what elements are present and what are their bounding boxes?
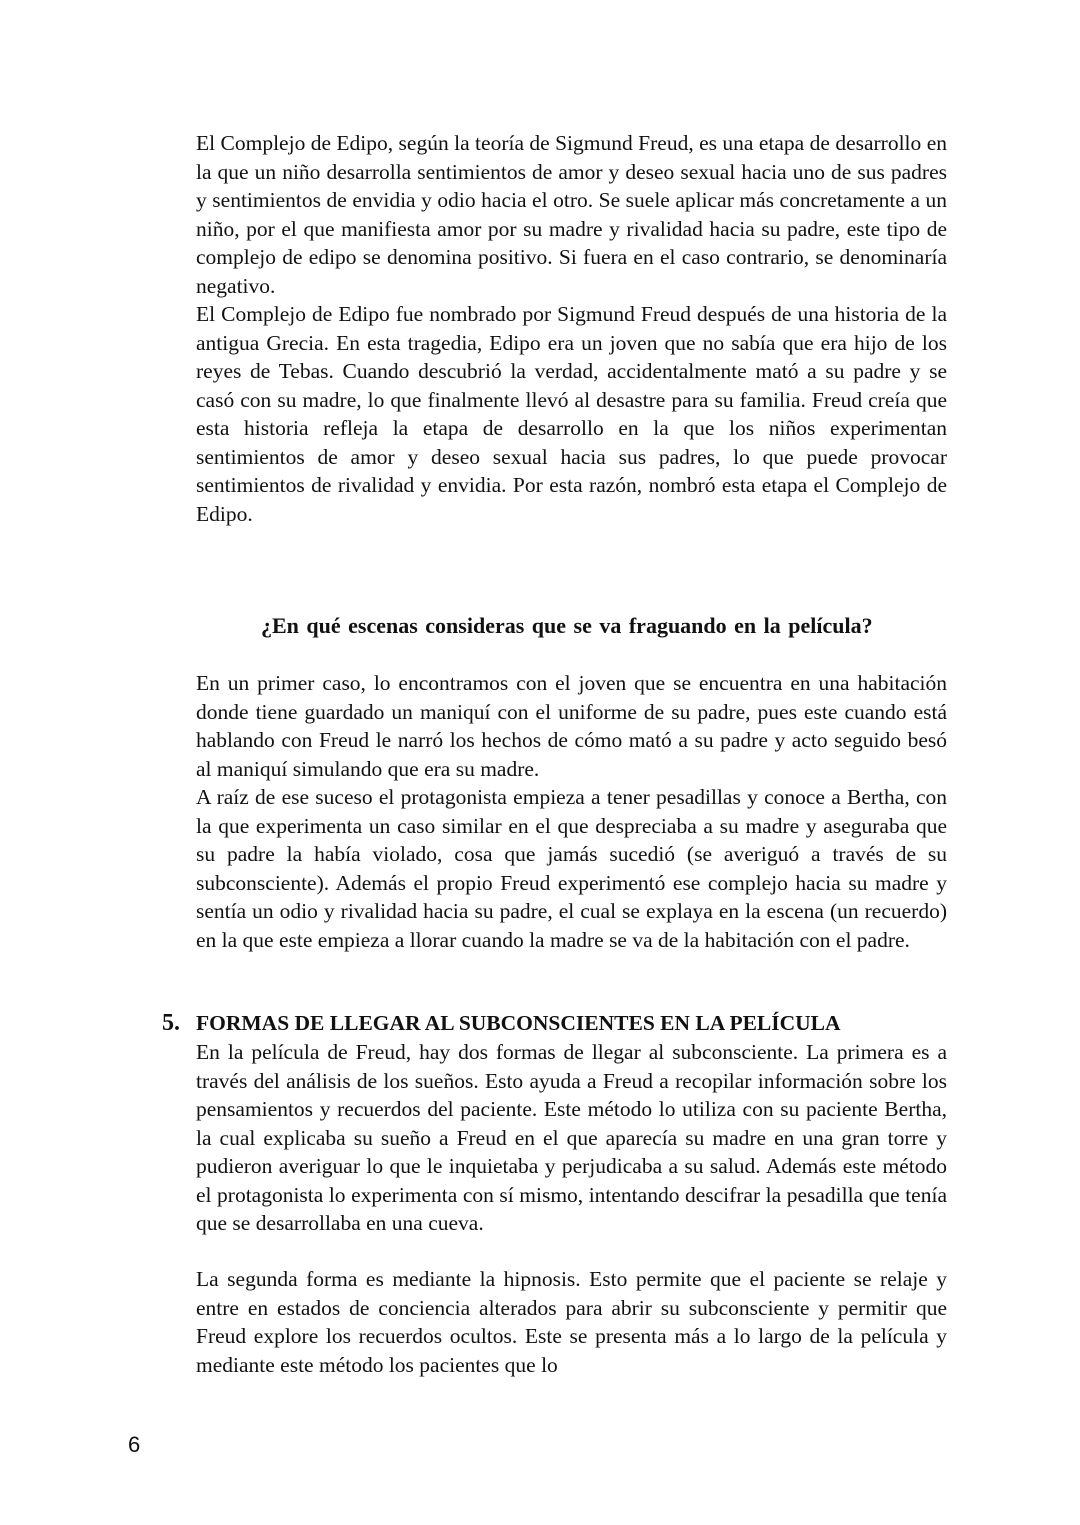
section-heading bbox=[162, 1009, 948, 1038]
paragraph-hipnosis: La segunda forma es mediante la hipnosis. Esto permite que el paciente se relaje y entre en estados de conciencia alterados para abrir su subconsciente y permitir que Freud explore los recuerdos ocultos. Este se presenta más a lo largo de la película y mediante este método los pacientes que lo bbox=[196, 1267, 947, 1377]
paragraph-escena-bertha: A raíz de ese suceso el protagonista empieza a tener pesadillas y conoce a Bertha, con la que experimenta un caso similar en el que despreciaba a su madre y aseguraba que su padre la había violado, cosa que jamás sucedió (se averiguó a través de su subconsciente). Además el propio Freud experimentó ese complejo hacia su madre y sentía un odio y rivalidad hacia su padre, el cual se explaya en la escena (un recuerdo) en la que este empieza a llorar cuando la madre se va de la habitación con el padre. bbox=[196, 785, 947, 952]
paragraph-complejo-origen: El Complejo de Edipo fue nombrado por Sigmund Freud después de una historia de la antigua Grecia. En esta tragedia, Edipo era un joven que no sabía que era hijo de los reyes de Tebas. Cuando descubrió la verdad, accidentalmente mató a su padre y se casó con su madre, lo que finalmente llevó al desastre para su familia. Freud creía que esta historia refleja la etapa de desarrollo en la que los niños experimentan sentimientos de amor y deseo sexual hacia sus padres, lo que puede provocar sentimientos de rivalidad y envidia. Por esta razón, nombró esta etapa el Complejo de Edipo. bbox=[196, 302, 947, 526]
paragraph-escena-maniqui: En un primer caso, lo encontramos con el joven que se encuentra en una habitación donde tiene guardado un maniquí con el uniforme de su padre, pues este cuando está hablando con Freud le narró los hechos de cómo mató a su padre y acto seguido besó al maniquí simulando que era su madre. bbox=[196, 671, 947, 781]
question-heading: ¿En qué escenas consideras que se va fraguando en la película? bbox=[261, 613, 873, 638]
section-title: FORMAS DE LLEGAR AL SUBCONSCIENTES EN LA PELÍCULA bbox=[196, 1011, 841, 1035]
paragraph-complejo-definicion: El Complejo de Edipo, según la teoría de Sigmund Freud, es una etapa de desarrollo en la que un niño desarrolla sentimientos de amor y deseo sexual hacia uno de sus padres y sentimientos de envidia y odio hacia el otro. Se suele aplicar más concretamente a un niño, por el que manifiesta amor por su madre y rivalidad hacia su padre, este tipo de complejo de edipo se denomina positivo. Si fuera en el caso contrario, se denominaría negativo. bbox=[196, 131, 947, 298]
section-number: 5. bbox=[162, 1010, 180, 1036]
paragraph-suenos: En la película de Freud, hay dos formas de llegar al subconsciente. La primera es a través del análisis de los sueños. Esto ayuda a Freud a recopilar información sobre los pensamientos y recuerdos del paciente. Este método lo utiliza con su paciente Bertha, la cual explicaba su sueño a Freud en el que aparecía su madre en una gran torre y pudieron averiguar lo que le inquietaba y perjudicaba a su salud. Además este método el protagonista lo experimenta con sí mismo, intentando descifrar la pesadilla que tenía que se desarrollaba en una cueva. bbox=[196, 1040, 947, 1235]
page-number: 6 bbox=[128, 1432, 141, 1457]
